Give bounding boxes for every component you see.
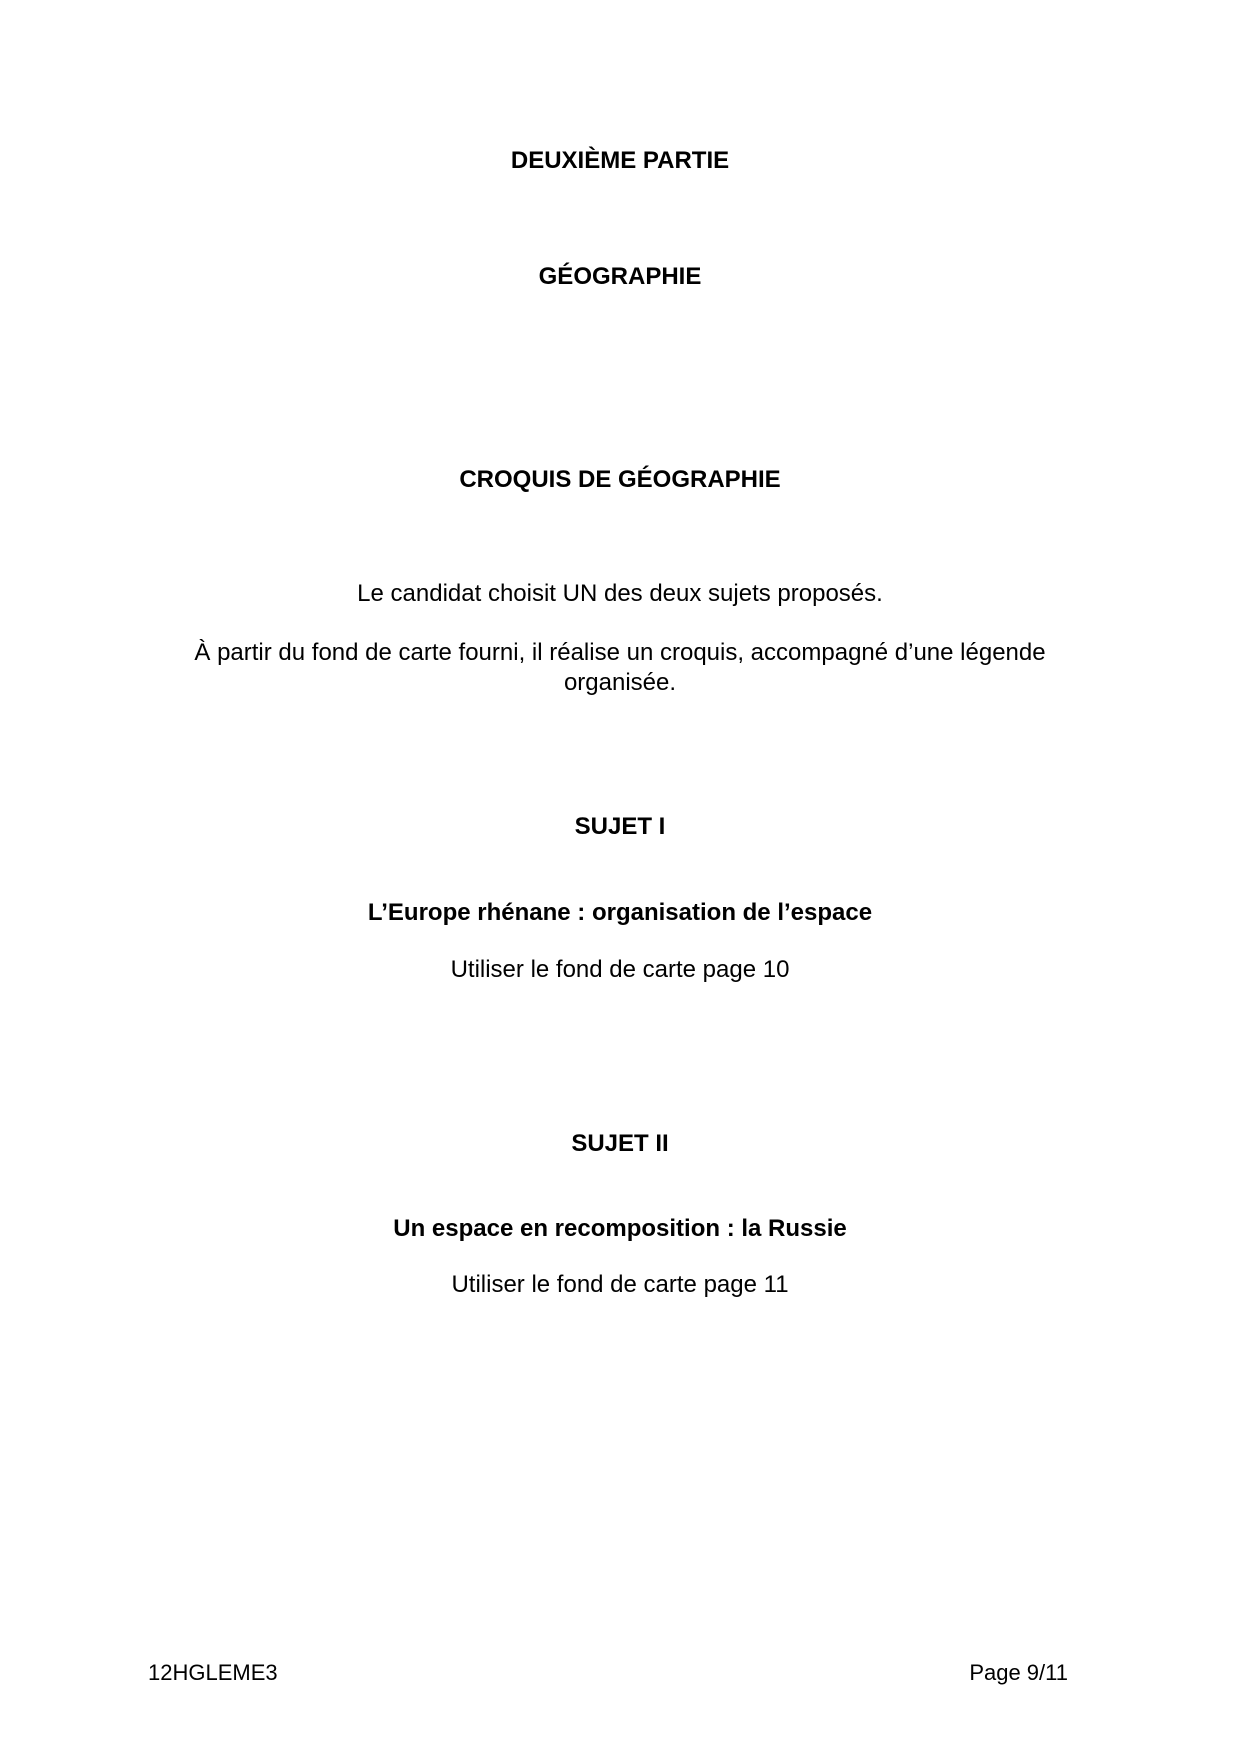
instruction-task-line-2: organisée. (563, 669, 677, 696)
section-title: GÉOGRAPHIE (538, 263, 702, 290)
subject-1-note: Utiliser le fond de carte page 10 (450, 956, 790, 983)
exercise-title: CROQUIS DE GÉOGRAPHIE (459, 466, 781, 493)
subject-1-title: L’Europe rhénane : organisation de l’espace (367, 899, 873, 926)
part-title: DEUXIÈME PARTIE (510, 147, 730, 174)
subject-2-note: Utiliser le fond de carte page 11 (451, 1271, 789, 1298)
instruction-task-line-1: À partir du fond de carte fourni, il réalise un croquis, accompagné d’une légende (194, 639, 1046, 666)
subject-2-title: Un espace en recomposition : la Russie (393, 1215, 847, 1242)
subject-2-label: SUJET II (571, 1130, 669, 1157)
instruction-choice: Le candidat choisit UN des deux sujets proposés. (357, 580, 883, 607)
subject-1-label: SUJET I (574, 813, 666, 840)
footer-document-code: 12HGLEME3 (148, 1660, 278, 1685)
footer-page-number: Page 9/11 (969, 1660, 1068, 1685)
